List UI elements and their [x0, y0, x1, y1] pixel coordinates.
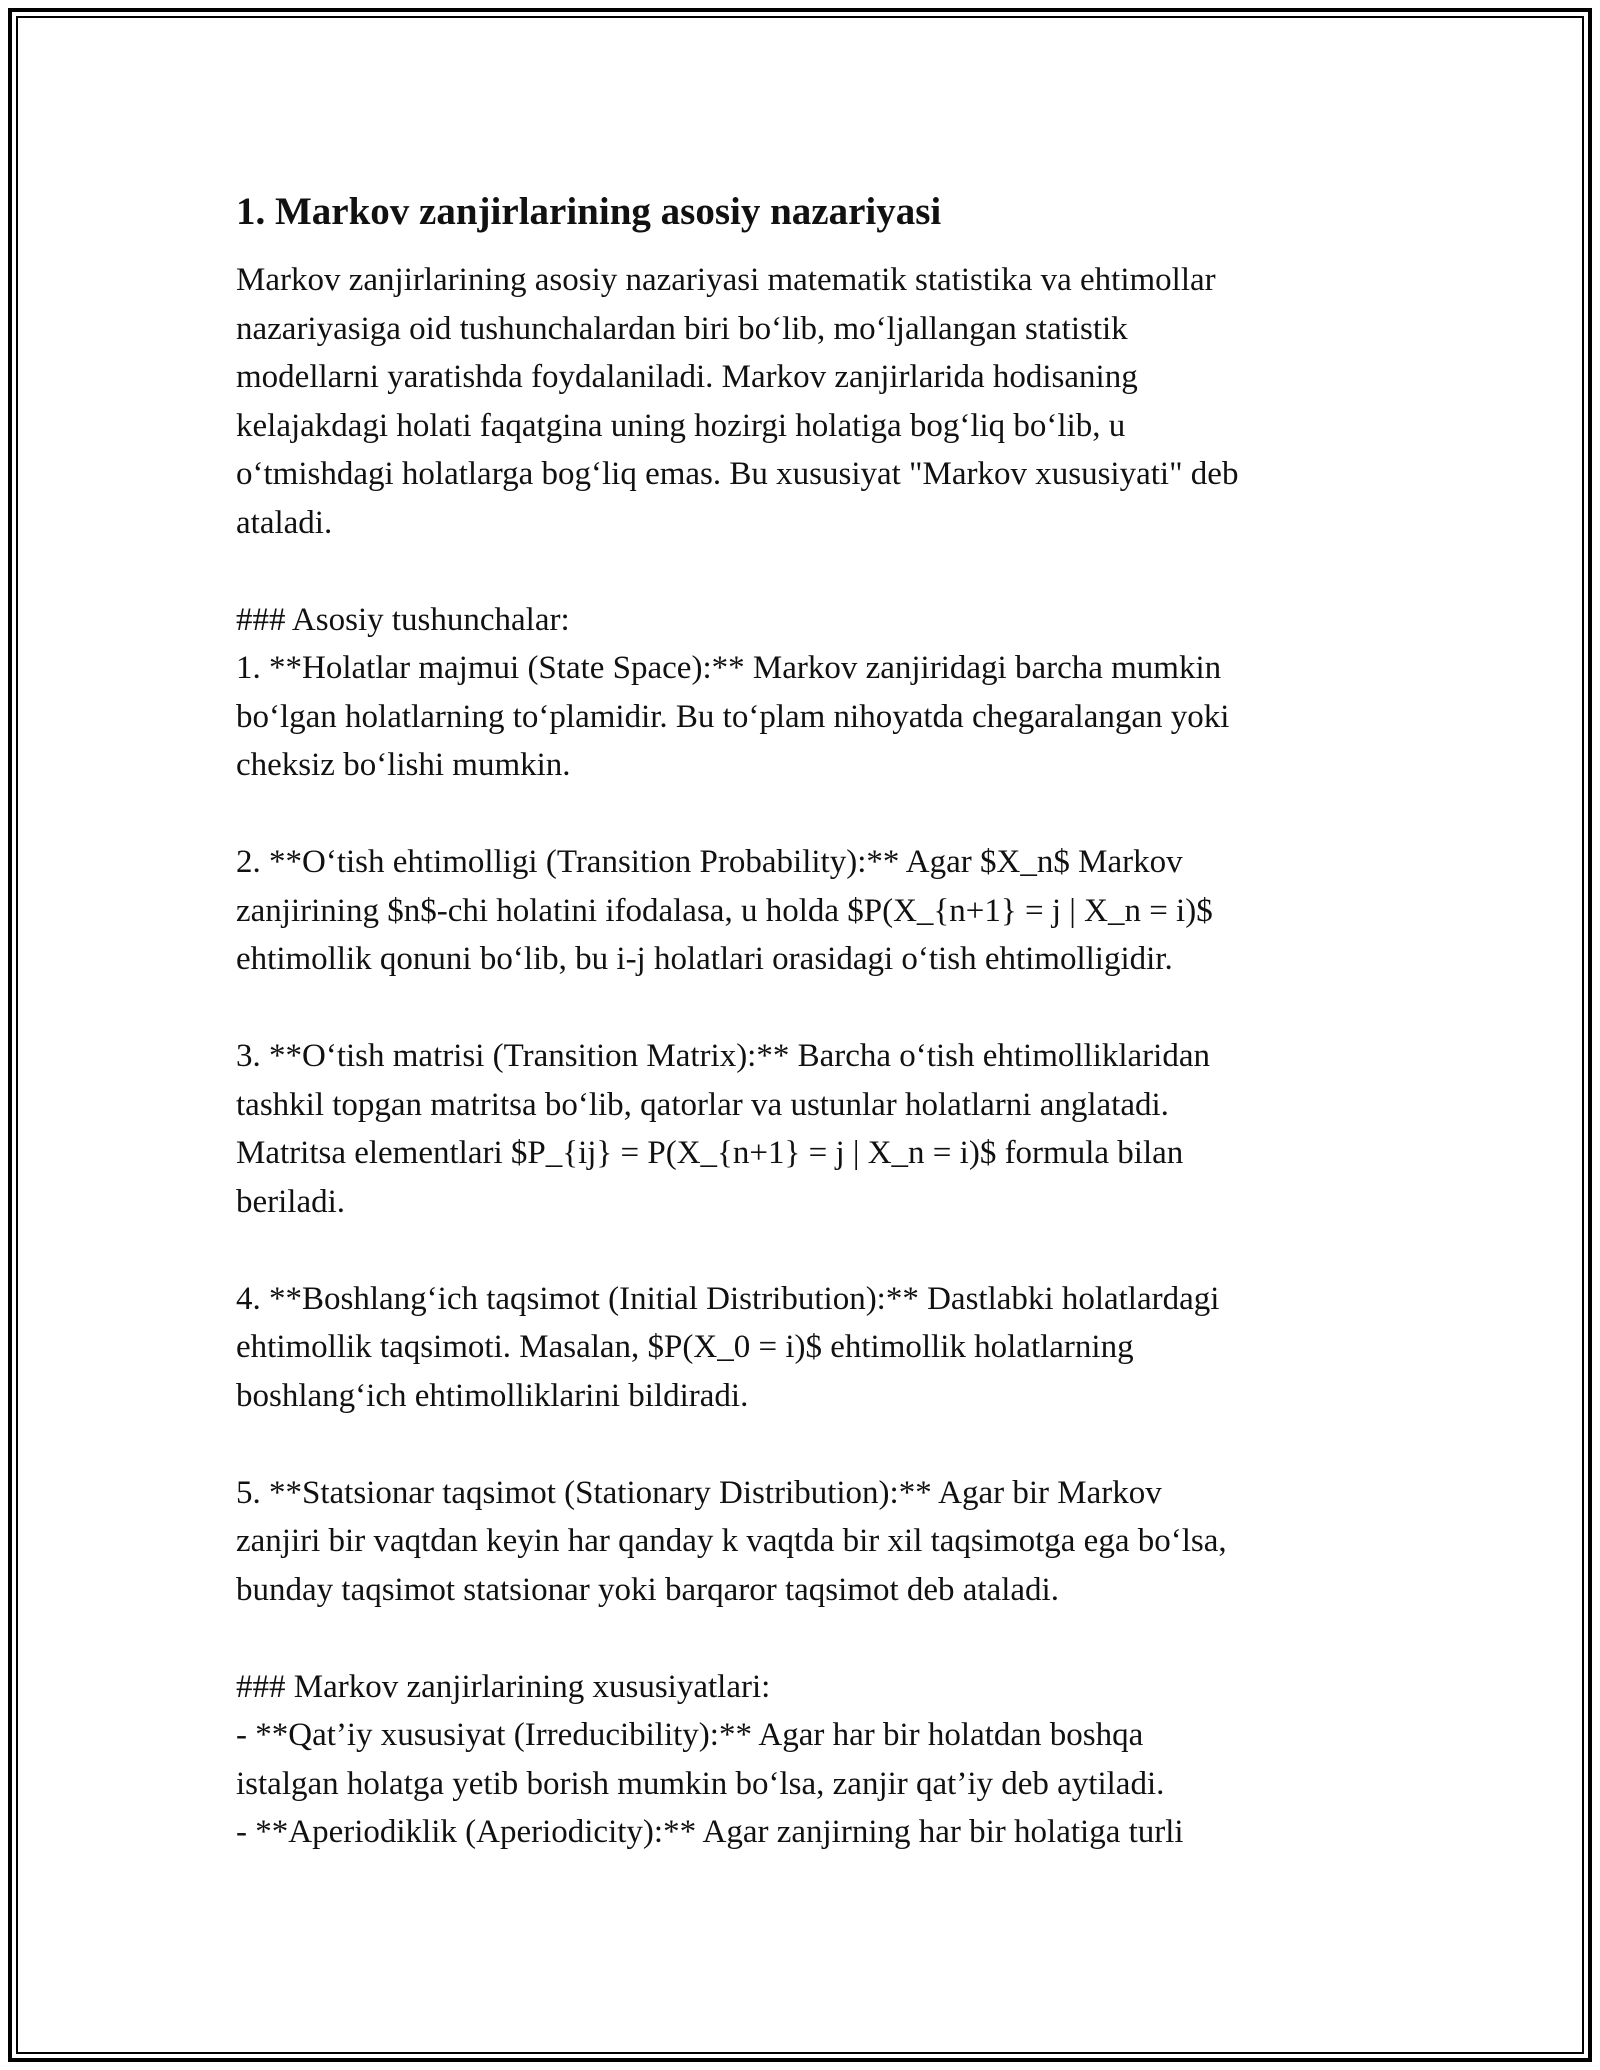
text-line: nazariyasiga oid tushunchalardan biri bo‘lib, mo‘ljallangan statistik [236, 310, 1128, 347]
text-line: zanjirining $n$-chi holatini ifodalasa, u holda $P(X_{n+1} = j | X_n = i)$ [236, 892, 1213, 929]
text-line: - **Qat’iy xususiyat (Irreducibility):** Agar har bir holatdan boshqa [236, 1717, 1144, 1753]
text-line: Matritsa elementlari $P_{ij} = P(X_{n+1} = j | X_n = i)$ formula bilan [236, 1135, 1184, 1171]
section-heading: ### Markov zanjirlarining xususiyatlari: [236, 1668, 771, 1705]
text-line: zanjiri bir vaqtdan keyin har qanday k vaqtda bir xil taqsimotga ega bo‘lsa, [236, 1523, 1227, 1559]
blank-line [236, 1614, 1376, 1663]
text-line: ehtimollik qonuni bo‘lib, bu i-j holatlari orasidagi o‘tish ehtimolligidir. [236, 941, 1173, 977]
text-line: bunday taqsimot statsionar yoki barqaror taqsimot deb ataladi. [236, 1571, 1059, 1608]
text-line: 2. **O‘tish ehtimolligi (Transition Probability):** Agar $X_n$ Markov [236, 844, 1183, 880]
blank-line [236, 1226, 1376, 1275]
text-line: modellarni yaratishda foydalaniladi. Markov zanjirlarida hodisaning [236, 359, 1138, 395]
text-line: beriladi. [236, 1183, 346, 1220]
text-line: istalgan holatga yetib borish mumkin bo‘lsa, zanjir qat’iy deb aytiladi. [236, 1765, 1165, 1802]
text-line: Markov zanjirlarining asosiy nazariyasi matematik statistika va ehtimollar [236, 262, 1216, 298]
section-heading: ### Asosiy tushunchalar: [236, 601, 570, 638]
text-line: o‘tmishdagi holatlarga bog‘liq emas. Bu xususiyat "Markov xususiyati" deb [236, 456, 1239, 492]
text-line: ataladi. [236, 504, 333, 541]
text-line: 3. **O‘tish matrisi (Transition Matrix):** Barcha o‘tish ehtimolliklaridan [236, 1038, 1210, 1074]
blank-line [236, 984, 1376, 1033]
document-body [236, 188, 1376, 1857]
text-line: cheksiz bo‘lishi mumkin. [236, 747, 571, 783]
document-text [236, 256, 1376, 1857]
text-line: tashkil topgan matritsa bo‘lib, qatorlar va ustunlar holatlarni anglatadi. [236, 1086, 1169, 1123]
blank-line [236, 790, 1376, 839]
text-line: bo‘lgan holatlarning to‘plamidir. Bu to‘plam nihoyatda chegaralangan yoki [236, 698, 1230, 735]
text-line: kelajakdagi holati faqatgina uning hozirgi holatiga bog‘liq bo‘lib, u [236, 407, 1126, 444]
text-line: 5. **Statsionar taqsimot (Stationary Distribution):** Agar bir Markov [236, 1474, 1162, 1511]
blank-line [236, 547, 1376, 596]
text-line: 4. **Boshlang‘ich taqsimot (Initial Distribution):** Dastlabki holatlardagi [236, 1280, 1220, 1317]
text-line: 1. **Holatlar majmui (State Space):** Markov zanjiridagi barcha mumkin [236, 650, 1222, 686]
blank-line [236, 1420, 1376, 1469]
text-line: ehtimollik taqsimoti. Masalan, $P(X_0 = i)$ ehtimollik holatlarning [236, 1329, 1134, 1365]
text-line: - **Aperiodiklik (Aperiodicity):** Agar zanjirning har bir holatiga turli [236, 1814, 1184, 1850]
document-title: 1. Markov zanjirlarining asosiy nazariyasi [236, 190, 942, 233]
text-line: boshlang‘ich ehtimolliklarini bildiradi. [236, 1377, 749, 1414]
